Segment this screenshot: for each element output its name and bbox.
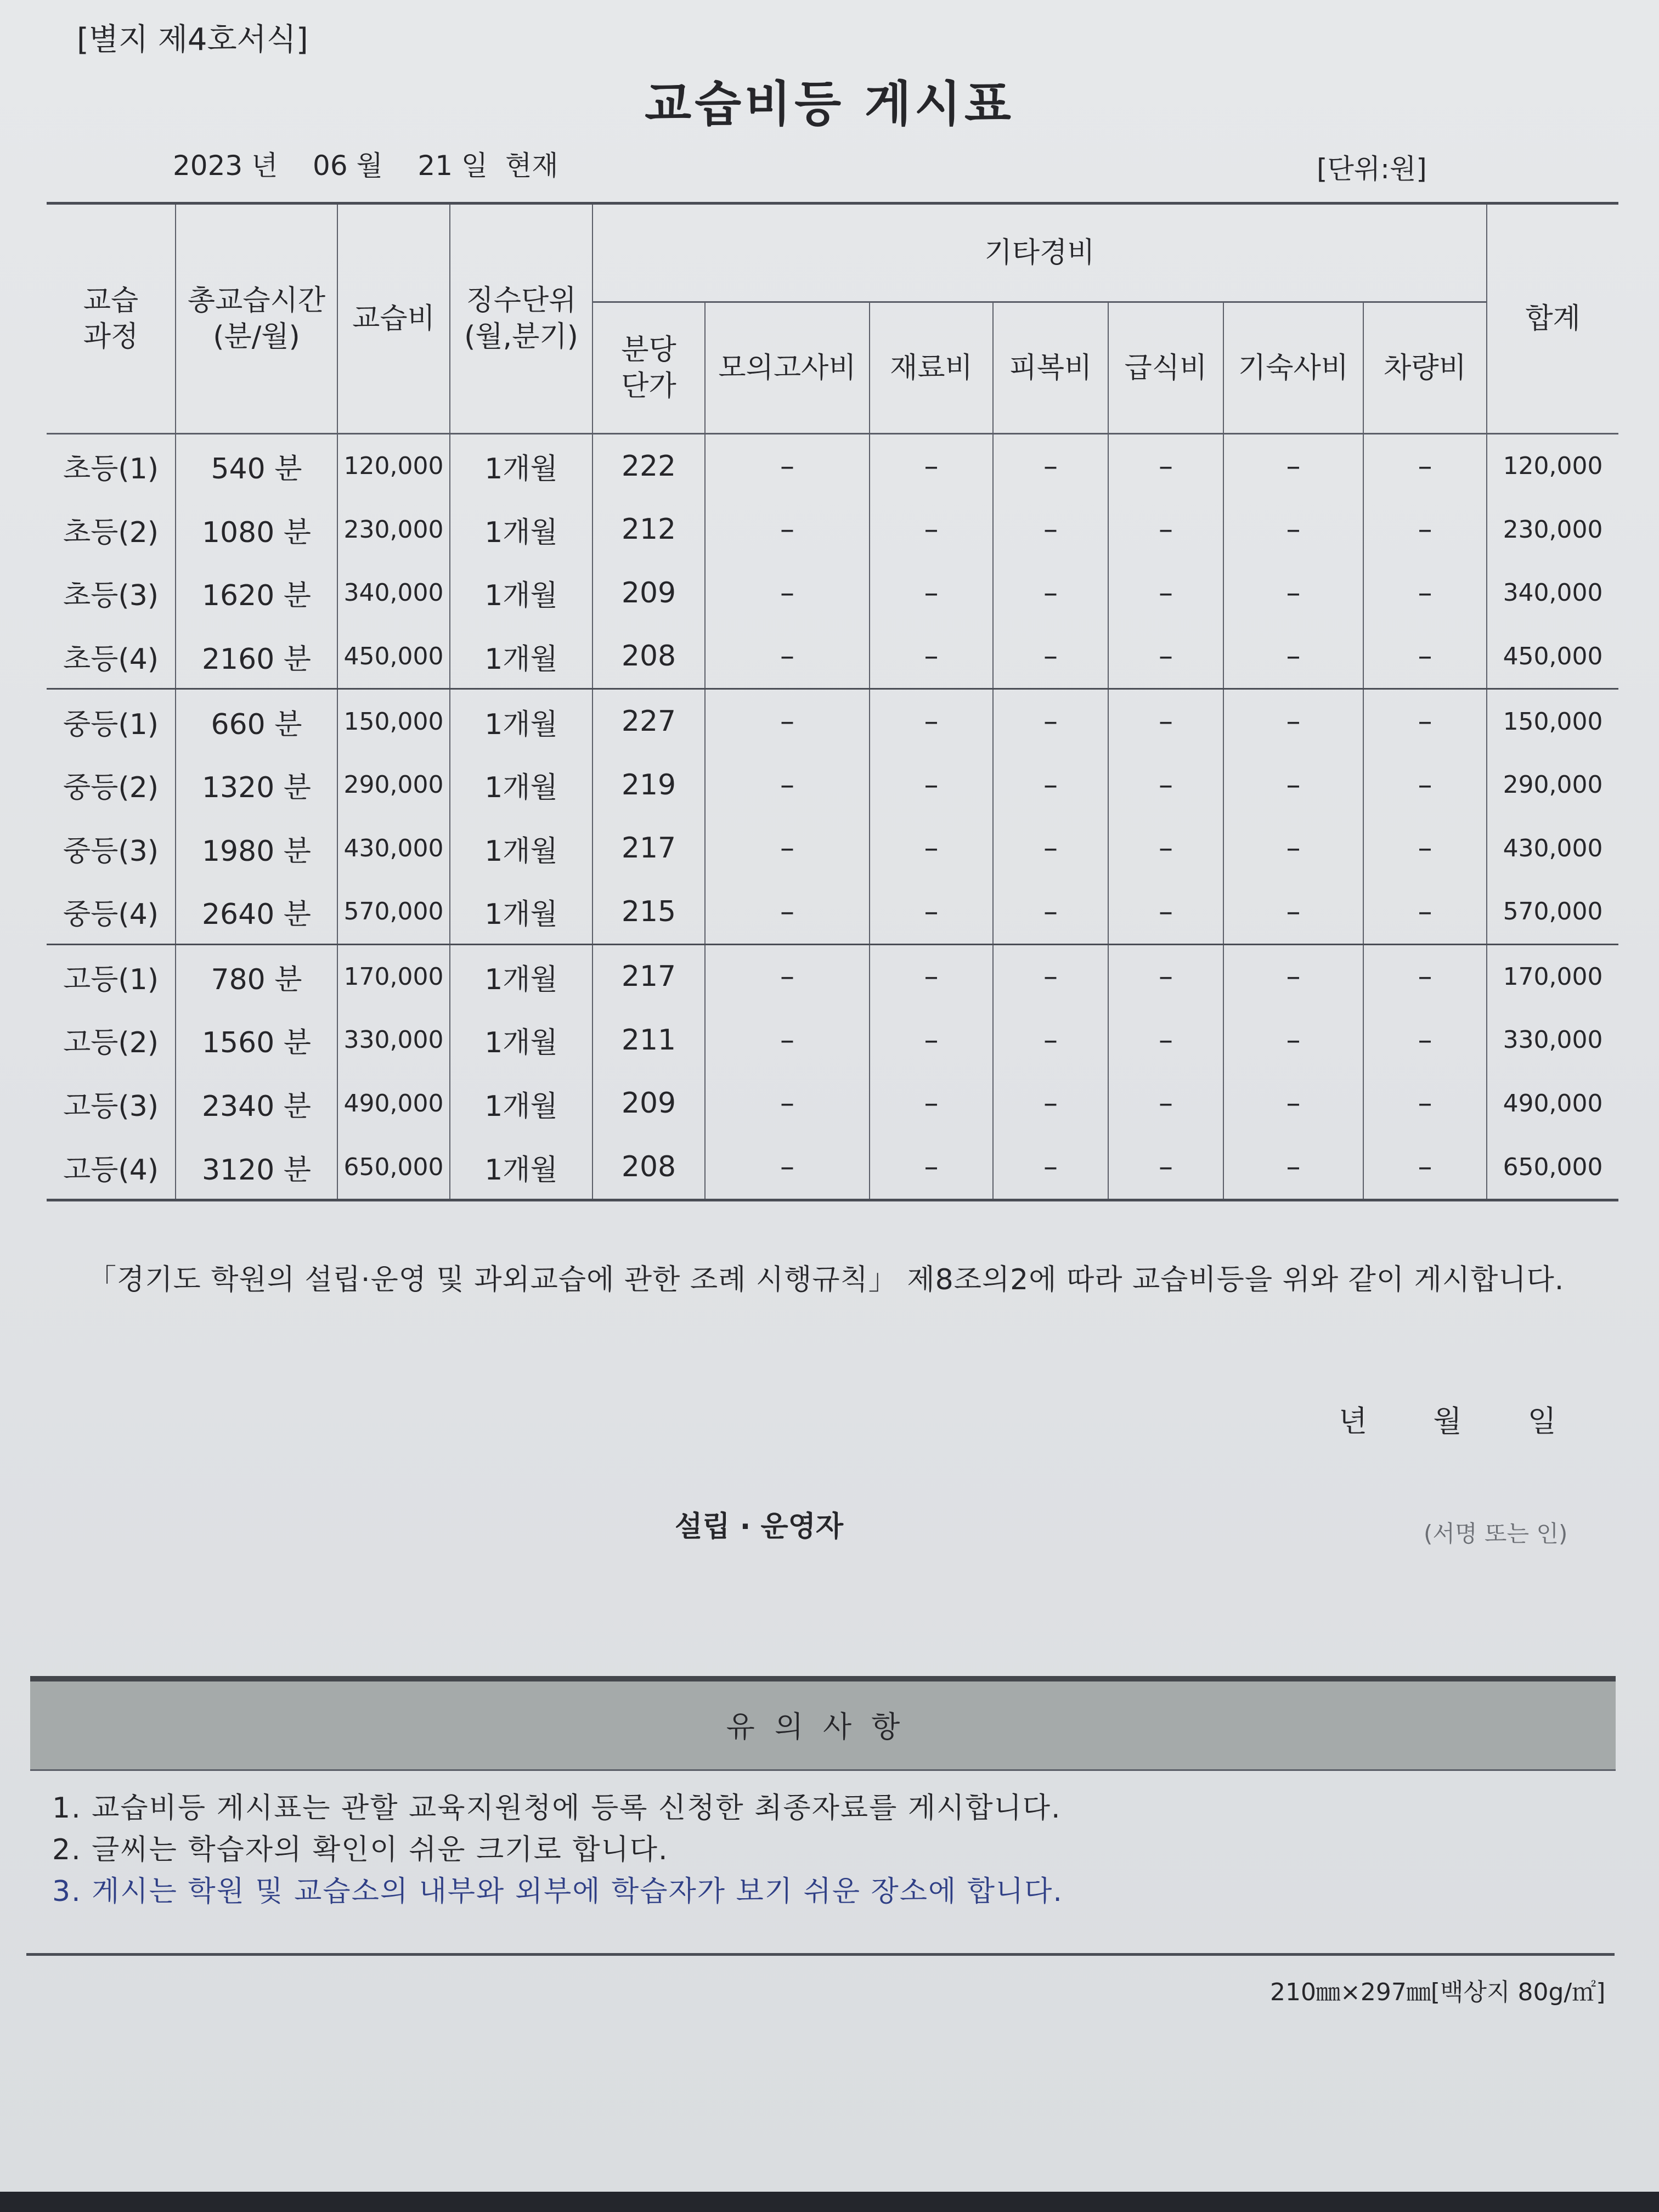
cell-materials: – bbox=[870, 944, 993, 1008]
cell-uniform: – bbox=[993, 753, 1108, 817]
cell-uniform: – bbox=[993, 434, 1108, 498]
paper-spec: 210㎜×297㎜[백상지 80g/㎡] bbox=[1270, 1978, 1606, 2006]
cell-dormitory: – bbox=[1223, 689, 1363, 753]
header-uniform: 피복비 bbox=[993, 302, 1108, 434]
cell-vehicle: – bbox=[1363, 1135, 1487, 1200]
cell-total: 430,000 bbox=[1487, 816, 1618, 880]
cell-tuition: 170,000 bbox=[337, 944, 450, 1008]
divider bbox=[30, 1769, 1616, 1771]
table-row bbox=[47, 1135, 1618, 1200]
cell-unit: 1개월 bbox=[450, 1072, 592, 1136]
caution-header bbox=[30, 1676, 1616, 1769]
cell-meals: – bbox=[1108, 561, 1223, 625]
cell-vehicle: – bbox=[1363, 561, 1487, 625]
cell-mock-exam: – bbox=[705, 816, 870, 880]
cell-dormitory: – bbox=[1223, 434, 1363, 498]
header-collection-unit: 징수단위 (월,분기) bbox=[450, 204, 592, 434]
cell-uniform: – bbox=[993, 880, 1108, 944]
cell-meals: – bbox=[1108, 753, 1223, 817]
cell-uniform: – bbox=[993, 816, 1108, 880]
table-row bbox=[47, 625, 1618, 689]
cell-vehicle: – bbox=[1363, 625, 1487, 689]
cell-unit: 1개월 bbox=[450, 1008, 592, 1072]
cell-dormitory: – bbox=[1223, 753, 1363, 817]
cell-per-minute: 217 bbox=[592, 816, 705, 880]
cell-unit: 1개월 bbox=[450, 880, 592, 944]
cell-tuition: 330,000 bbox=[337, 1008, 450, 1072]
cell-unit: 1개월 bbox=[450, 625, 592, 689]
cell-time: 660 분 bbox=[176, 689, 337, 753]
cell-materials: – bbox=[870, 561, 993, 625]
cell-materials: – bbox=[870, 1135, 993, 1200]
cell-mock-exam: – bbox=[705, 689, 870, 753]
cell-course: 초등(2) bbox=[47, 498, 176, 562]
cell-tuition: 450,000 bbox=[337, 625, 450, 689]
cell-total: 450,000 bbox=[1487, 625, 1618, 689]
cell-vehicle: – bbox=[1363, 1008, 1487, 1072]
cell-total: 330,000 bbox=[1487, 1008, 1618, 1072]
cell-time: 1980 분 bbox=[176, 816, 337, 880]
cell-mock-exam: – bbox=[705, 434, 870, 498]
cell-unit: 1개월 bbox=[450, 561, 592, 625]
cell-per-minute: 209 bbox=[592, 561, 705, 625]
cell-dormitory: – bbox=[1223, 1135, 1363, 1200]
cell-dormitory: – bbox=[1223, 816, 1363, 880]
page-title: 교습비등 게시표 bbox=[645, 76, 1014, 132]
cell-vehicle: – bbox=[1363, 753, 1487, 817]
cell-meals: – bbox=[1108, 816, 1223, 880]
header-per-minute: 분당 단가 bbox=[592, 302, 705, 434]
cell-meals: – bbox=[1108, 944, 1223, 1008]
cell-time: 2160 분 bbox=[176, 625, 337, 689]
cell-uniform: – bbox=[993, 689, 1108, 753]
date-line: 년 월 일 bbox=[1339, 1404, 1556, 1438]
cell-per-minute: 208 bbox=[592, 1135, 705, 1200]
cell-unit: 1개월 bbox=[450, 944, 592, 1008]
cell-total: 570,000 bbox=[1487, 880, 1618, 944]
cell-total: 120,000 bbox=[1487, 434, 1618, 498]
cell-mock-exam: – bbox=[705, 625, 870, 689]
cell-per-minute: 217 bbox=[592, 944, 705, 1008]
cell-tuition: 290,000 bbox=[337, 753, 450, 817]
cell-meals: – bbox=[1108, 498, 1223, 562]
cell-tuition: 650,000 bbox=[337, 1135, 450, 1200]
cell-mock-exam: – bbox=[705, 1008, 870, 1072]
cell-time: 540 분 bbox=[176, 434, 337, 498]
cell-mock-exam: – bbox=[705, 1072, 870, 1136]
cell-course: 중등(1) bbox=[47, 689, 176, 753]
legal-notice: 「경기도 학원의 설립·운영 및 과외교습에 관한 조례 시행규칙」 제8조의2에 따라 교습비등을 위와 같이 게시합니다. bbox=[88, 1263, 1565, 1296]
table-row bbox=[47, 561, 1618, 625]
cell-time: 1560 분 bbox=[176, 1008, 337, 1072]
cell-total: 230,000 bbox=[1487, 498, 1618, 562]
cell-total: 650,000 bbox=[1487, 1135, 1618, 1200]
cell-materials: – bbox=[870, 753, 993, 817]
cell-mock-exam: – bbox=[705, 753, 870, 817]
cell-per-minute: 208 bbox=[592, 625, 705, 689]
cell-materials: – bbox=[870, 816, 993, 880]
cell-materials: – bbox=[870, 1072, 993, 1136]
cell-uniform: – bbox=[993, 1008, 1108, 1072]
as-of-date: 2023 년 06 월 21 일 현재 bbox=[173, 150, 558, 182]
header-vehicle: 차량비 bbox=[1363, 302, 1487, 434]
cell-course: 고등(3) bbox=[47, 1072, 176, 1136]
cell-meals: – bbox=[1108, 1008, 1223, 1072]
table-row bbox=[47, 944, 1618, 1008]
header-sum: 합계 bbox=[1487, 204, 1618, 434]
cell-total: 170,000 bbox=[1487, 944, 1618, 1008]
cell-unit: 1개월 bbox=[450, 498, 592, 562]
cell-time: 1080 분 bbox=[176, 498, 337, 562]
cell-meals: – bbox=[1108, 434, 1223, 498]
cell-course: 고등(1) bbox=[47, 944, 176, 1008]
cell-mock-exam: – bbox=[705, 944, 870, 1008]
fee-table bbox=[47, 202, 1618, 1201]
cell-dormitory: – bbox=[1223, 1008, 1363, 1072]
currency-unit: [단위:원] bbox=[1317, 153, 1427, 185]
cell-per-minute: 215 bbox=[592, 880, 705, 944]
table-row bbox=[47, 753, 1618, 817]
cell-course: 초등(4) bbox=[47, 625, 176, 689]
cell-materials: – bbox=[870, 498, 993, 562]
cell-unit: 1개월 bbox=[450, 434, 592, 498]
cell-unit: 1개월 bbox=[450, 753, 592, 817]
cell-mock-exam: – bbox=[705, 1135, 870, 1200]
cell-vehicle: – bbox=[1363, 689, 1487, 753]
cell-dormitory: – bbox=[1223, 625, 1363, 689]
cell-vehicle: – bbox=[1363, 434, 1487, 498]
cell-uniform: – bbox=[993, 498, 1108, 562]
cell-unit: 1개월 bbox=[450, 816, 592, 880]
cell-time: 3120 분 bbox=[176, 1135, 337, 1200]
table-row bbox=[47, 1072, 1618, 1136]
cell-mock-exam: – bbox=[705, 498, 870, 562]
cell-materials: – bbox=[870, 1008, 993, 1072]
list-item: 1. 교습비등 게시표는 관할 교육지원청에 등록 신청한 최종자료를 게시합니다. bbox=[52, 1792, 1062, 1825]
header-other-expenses: 기타경비 bbox=[592, 204, 1487, 302]
cell-course: 초등(3) bbox=[47, 561, 176, 625]
table-row bbox=[47, 689, 1618, 753]
table-row bbox=[47, 1008, 1618, 1072]
header-mock-exam: 모의고사비 bbox=[705, 302, 870, 434]
cell-uniform: – bbox=[993, 944, 1108, 1008]
cell-meals: – bbox=[1108, 625, 1223, 689]
cell-dormitory: – bbox=[1223, 1072, 1363, 1136]
cell-course: 중등(2) bbox=[47, 753, 176, 817]
cell-meals: – bbox=[1108, 689, 1223, 753]
cell-tuition: 150,000 bbox=[337, 689, 450, 753]
cell-per-minute: 211 bbox=[592, 1008, 705, 1072]
cell-uniform: – bbox=[993, 561, 1108, 625]
cell-per-minute: 227 bbox=[592, 689, 705, 753]
cell-tuition: 570,000 bbox=[337, 880, 450, 944]
header-dormitory: 기숙사비 bbox=[1223, 302, 1363, 434]
cell-dormitory: – bbox=[1223, 880, 1363, 944]
cell-course: 고등(2) bbox=[47, 1008, 176, 1072]
cell-meals: – bbox=[1108, 1135, 1223, 1200]
cell-total: 150,000 bbox=[1487, 689, 1618, 753]
cell-course: 중등(3) bbox=[47, 816, 176, 880]
list-item: 3. 게시는 학원 및 교습소의 내부와 외부에 학습자가 보기 쉬운 장소에 합니다. bbox=[52, 1875, 1063, 1908]
cell-materials: – bbox=[870, 625, 993, 689]
cell-tuition: 230,000 bbox=[337, 498, 450, 562]
cell-course: 고등(4) bbox=[47, 1135, 176, 1200]
cell-meals: – bbox=[1108, 880, 1223, 944]
header-course: 교습 과정 bbox=[47, 204, 176, 434]
cell-uniform: – bbox=[993, 1072, 1108, 1136]
header-total-time: 총교습시간 (분/월) bbox=[176, 204, 337, 434]
cell-tuition: 430,000 bbox=[337, 816, 450, 880]
table-row bbox=[47, 498, 1618, 562]
signature-label: (서명 또는 인) bbox=[1424, 1520, 1568, 1547]
cell-materials: – bbox=[870, 434, 993, 498]
table-row bbox=[47, 880, 1618, 944]
cell-dormitory: – bbox=[1223, 498, 1363, 562]
cell-materials: – bbox=[870, 689, 993, 753]
header-meals: 급식비 bbox=[1108, 302, 1223, 434]
cell-mock-exam: – bbox=[705, 880, 870, 944]
caution-title: 유의사항 bbox=[726, 1709, 920, 1744]
cell-tuition: 340,000 bbox=[337, 561, 450, 625]
cell-vehicle: – bbox=[1363, 498, 1487, 562]
form-label: [별지 제4호서식] bbox=[77, 22, 308, 58]
cell-dormitory: – bbox=[1223, 944, 1363, 1008]
table-row bbox=[47, 816, 1618, 880]
cell-time: 2340 분 bbox=[176, 1072, 337, 1136]
cell-per-minute: 222 bbox=[592, 434, 705, 498]
cell-mock-exam: – bbox=[705, 561, 870, 625]
cell-time: 1620 분 bbox=[176, 561, 337, 625]
cell-tuition: 120,000 bbox=[337, 434, 450, 498]
divider bbox=[26, 1953, 1615, 1956]
table-row bbox=[47, 434, 1618, 498]
cell-vehicle: – bbox=[1363, 1072, 1487, 1136]
cell-total: 290,000 bbox=[1487, 753, 1618, 817]
cell-meals: – bbox=[1108, 1072, 1223, 1136]
header-tuition: 교습비 bbox=[337, 204, 450, 434]
cell-unit: 1개월 bbox=[450, 689, 592, 753]
cell-uniform: – bbox=[993, 625, 1108, 689]
list-item: 2. 글씨는 학습자의 확인이 쉬운 크기로 합니다. bbox=[52, 1833, 669, 1866]
cell-uniform: – bbox=[993, 1135, 1108, 1200]
cell-per-minute: 212 bbox=[592, 498, 705, 562]
cell-time: 2640 분 bbox=[176, 880, 337, 944]
cell-vehicle: – bbox=[1363, 944, 1487, 1008]
header-materials: 재료비 bbox=[870, 302, 993, 434]
cell-vehicle: – bbox=[1363, 880, 1487, 944]
cell-tuition: 490,000 bbox=[337, 1072, 450, 1136]
cell-unit: 1개월 bbox=[450, 1135, 592, 1200]
cell-time: 1320 분 bbox=[176, 753, 337, 817]
operator-label: 설립 · 운영자 bbox=[675, 1510, 844, 1543]
cell-time: 780 분 bbox=[176, 944, 337, 1008]
cell-materials: – bbox=[870, 880, 993, 944]
cell-dormitory: – bbox=[1223, 561, 1363, 625]
cell-vehicle: – bbox=[1363, 816, 1487, 880]
cell-total: 490,000 bbox=[1487, 1072, 1618, 1136]
cell-per-minute: 209 bbox=[592, 1072, 705, 1136]
cell-per-minute: 219 bbox=[592, 753, 705, 817]
caution-list bbox=[52, 1787, 1063, 1912]
cell-total: 340,000 bbox=[1487, 561, 1618, 625]
cell-course: 중등(4) bbox=[47, 880, 176, 944]
cell-course: 초등(1) bbox=[47, 434, 176, 498]
